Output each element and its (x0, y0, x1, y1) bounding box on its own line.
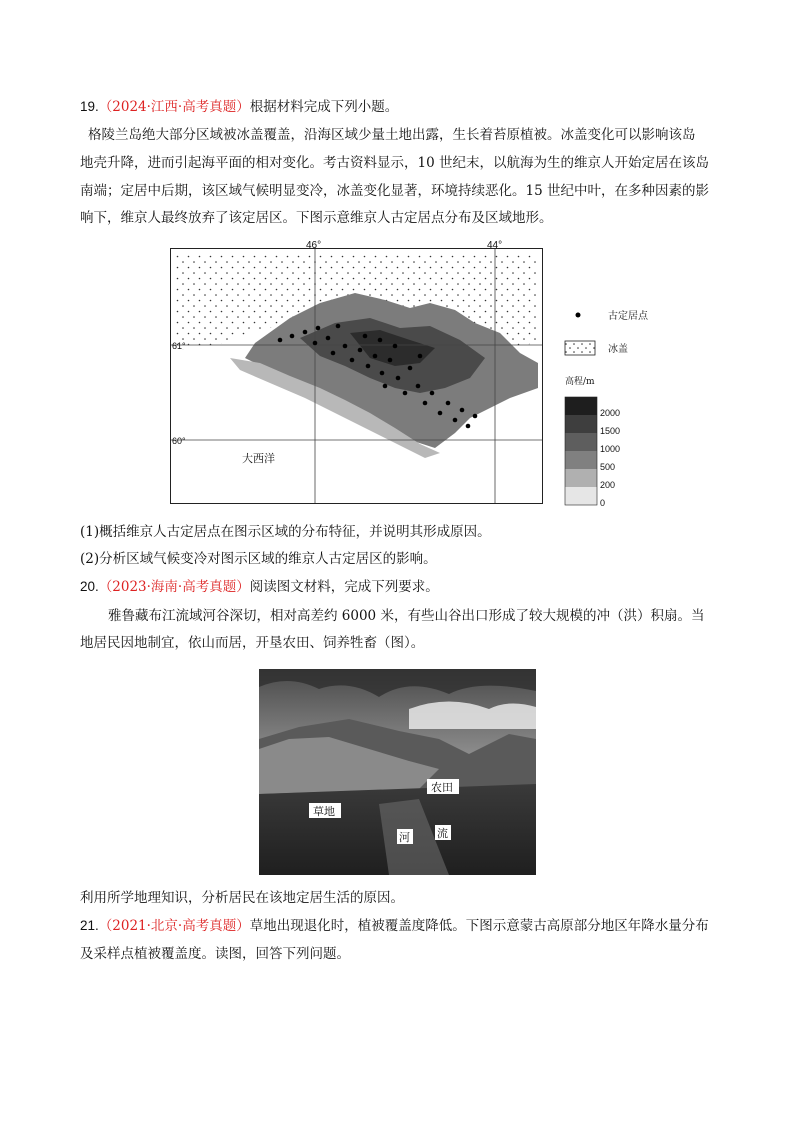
settlement-legend-icon (576, 313, 581, 318)
settlement-dot (278, 338, 283, 343)
elevation-swatch (565, 415, 597, 433)
settlement-dot (373, 354, 378, 359)
settlement-dot (423, 401, 428, 406)
settlement-dot (350, 358, 355, 363)
photo-bright-cloud (409, 702, 536, 730)
lon-right-label: 44° (487, 240, 503, 251)
settlement-dot (430, 391, 435, 396)
settlement-dot (453, 418, 458, 423)
viking-settlement-map (170, 248, 543, 504)
elevation-swatch (565, 451, 597, 469)
lat-top-label: 61° (172, 341, 186, 351)
settlement-dot (396, 376, 401, 381)
valley-photo (259, 669, 536, 875)
settlement-dot (303, 330, 308, 335)
elevation-swatch (565, 433, 597, 451)
q19-header (80, 97, 398, 117)
ocean-label: 大西洋 (242, 452, 275, 465)
elevation-level-label: 2000 (600, 408, 621, 418)
q19-number: 19. (80, 99, 99, 114)
q20-number: 20. (80, 579, 99, 594)
q20-para-line: 雅鲁藏布江流域河谷深切，相对高差约 6000 米，有些山谷出口形成了较大规模的冲（洪）积扇。当 (108, 608, 705, 624)
q19-sub1: (1)概括维京人古定居点在图示区域的分布特征，并说明其形成原因。 (80, 524, 491, 540)
settlement-dot (418, 354, 423, 359)
settlement-dot (363, 334, 368, 339)
q20-question: 利用所学地理知识，分析居民在该地定居生活的原因。 (80, 890, 404, 906)
q19-sub2: (2)分析区域气候变冷对图示区域的维京人古定居区的影响。 (80, 551, 437, 567)
q19-stem: 根据材料完成下列小题。 (249, 99, 399, 115)
q19-para-line: 格陵兰岛绝大部分区域被冰盖覆盖，沿海区域少量土地出露，生长着苔原植被。冰盖变化可以影响该岛 (88, 127, 696, 143)
settlement-dot (438, 411, 443, 416)
q19-para-line: 南端；定居中后期，该区域气候明显变冷，冰盖变化显著，环境持续恶化。15 世纪中叶，在多种因素的影 (80, 183, 709, 199)
settlement-dot (313, 341, 318, 346)
ice-legend-icon (565, 341, 595, 355)
q20-para-line: 地居民因地制宜，依山而居，开垦农田、饲养牲畜（图）。 (80, 635, 425, 651)
ice-legend-label: 冰盖 (608, 344, 628, 355)
settlement-dot (380, 371, 385, 376)
settlement-dot (336, 324, 341, 329)
elevation-legend-title: 高程/m (565, 377, 595, 387)
settlement-dot (403, 391, 408, 396)
settlement-dot (331, 351, 336, 356)
settlement-dot (358, 348, 363, 353)
settlement-dot (290, 334, 295, 339)
map-legend (560, 305, 700, 515)
q20-header (80, 577, 439, 597)
farmland-label: 农田 (431, 781, 453, 794)
settlement-dot (383, 384, 388, 389)
lat-bottom-label: 60° (172, 436, 186, 446)
q21-header (80, 916, 709, 936)
elevation-level-label: 500 (600, 462, 616, 472)
settlement-dot (326, 336, 331, 341)
settlement-dot (393, 344, 398, 349)
settlement-dot (378, 338, 383, 343)
elevation-swatch (565, 487, 597, 505)
settlement-dot (388, 358, 393, 363)
settlement-dot (460, 408, 465, 413)
q19-para-line: 响下，维京人最终放弃了该定居区。下图示意维京人古定居点分布及区域地形。 (80, 210, 553, 226)
elevation-swatch (565, 397, 597, 415)
elevation-level-label: 0 (600, 498, 606, 508)
settlement-dot (316, 326, 321, 331)
settlement-dot (466, 424, 471, 429)
settlement-dot (473, 414, 478, 419)
lon-left-label: 46° (306, 240, 322, 251)
q21-number: 21. (80, 918, 99, 933)
elevation-swatch (565, 469, 597, 487)
q20-source: （2023·海南·高考真题） (98, 579, 250, 595)
river-label-2: 流 (437, 827, 448, 840)
settlement-dot (408, 366, 413, 371)
q21-source: （2021·北京·高考真题） (98, 918, 250, 934)
grassland-label: 草地 (313, 805, 335, 818)
settlement-dot (366, 364, 371, 369)
q21-line2: 及采样点植被覆盖度。读图，回答下列问题。 (80, 946, 350, 962)
q19-para-line: 地壳升降，进而引起海平面的相对变化。考古资料显示，10 世纪末，以航海为生的维京人开始定居在该岛 (80, 155, 709, 171)
q20-stem: 阅读图文材料，完成下列要求。 (249, 579, 439, 595)
elevation-level-label: 200 (600, 480, 616, 490)
river-label-1: 河 (399, 831, 410, 844)
settlement-dot (446, 401, 451, 406)
q19-source: （2024·江西·高考真题） (98, 99, 250, 115)
settlement-dot (416, 384, 421, 389)
settlement-legend-label: 古定居点 (608, 311, 648, 322)
elevation-level-label: 1500 (600, 426, 621, 436)
settlement-dot (343, 344, 348, 349)
q21-line1: 草地出现退化时，植被覆盖度降低。下图示意蒙古高原部分地区年降水量分布 (249, 918, 709, 934)
elevation-level-label: 1000 (600, 444, 621, 454)
